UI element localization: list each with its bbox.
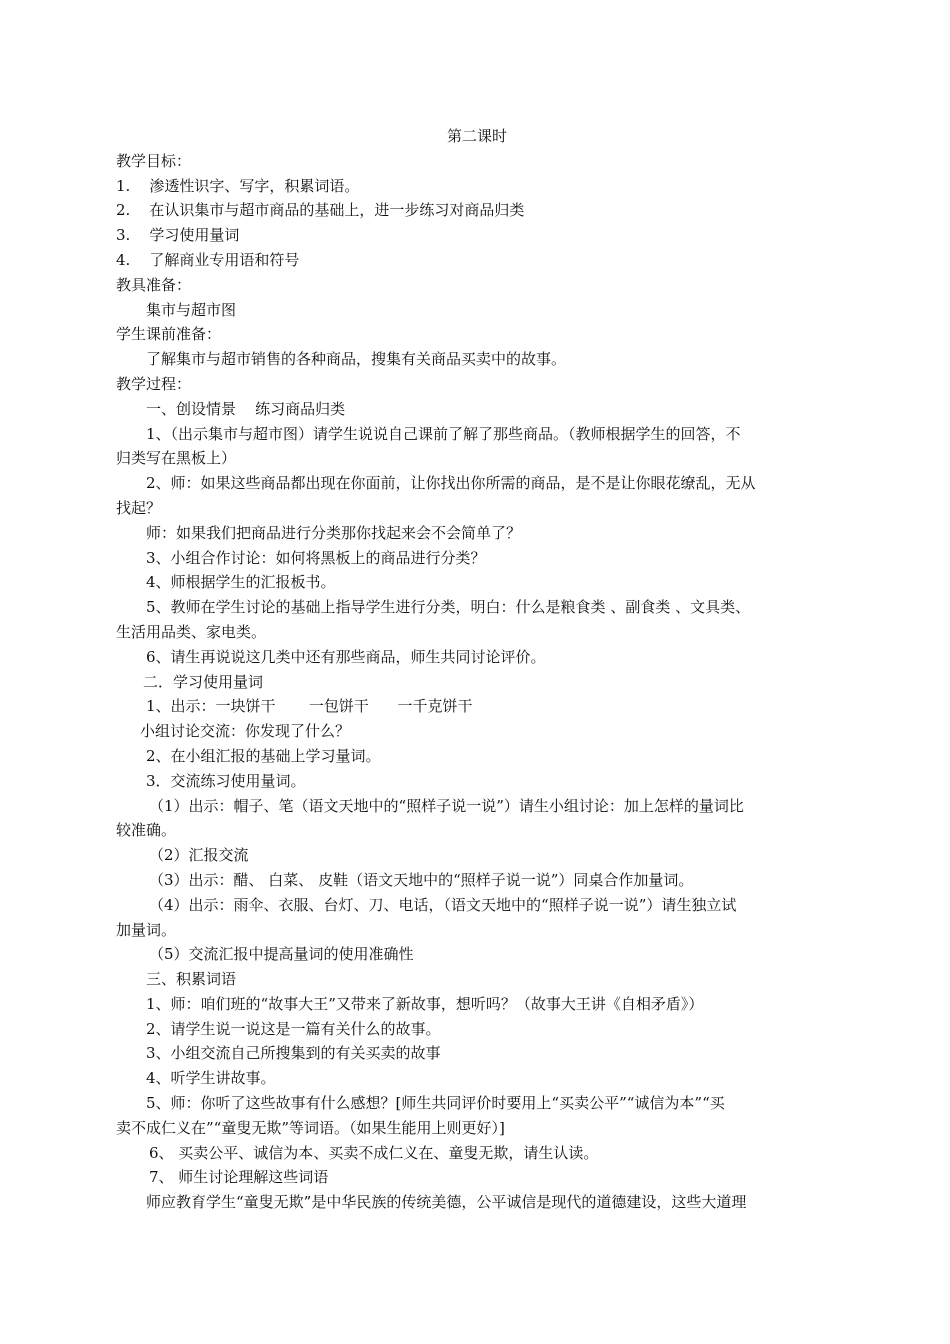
text-line: 2、请学生说一说这是一篇有关什么的故事。 [146, 1019, 441, 1038]
text-line: 2、在小组汇报的基础上学习量词。 [146, 746, 381, 765]
text-line: 4、师根据学生的汇报板书。 [146, 573, 336, 592]
text-line: 小组讨论交流：你发现了什么？ [140, 722, 351, 741]
text-line: 卖不成仁义在”“童叟无欺”等词语。（如果生能用上则更好）] [116, 1118, 505, 1137]
text-line: 4. 了解商业专用语和符号 [116, 250, 300, 269]
text-line: 二．学习使用量词 [143, 672, 264, 691]
text-line: 3、小组交流自己所搜集到的有关买卖的故事 [146, 1044, 441, 1063]
text-line: 生活用品类、家电类。 [116, 622, 267, 641]
text-line: 5、教师在学生讨论的基础上指导学生进行分类，明白：什么是粮食类 、副食类 、文具类、 [146, 598, 751, 617]
text-line: （3）出示：醋、 白菜、 皮鞋（语文天地中的“照样子说一说”）同桌合作加量词。 [149, 870, 694, 889]
document-page [116, 124, 838, 1215]
document-body [116, 149, 838, 1215]
text-line: 三、积累词语 [146, 970, 237, 989]
text-line: 教学过程： [116, 374, 192, 393]
page-title: 第二课时 [446, 127, 507, 145]
text-line: 1、师：咱们班的“故事大王”又带来了新故事，想听吗？（故事大王讲《自相矛盾》） [146, 994, 704, 1013]
text-line: 1. 渗透性识字、写字，积累词语。 [116, 176, 360, 195]
text-line: （5）交流汇报中提高量词的使用准确性 [149, 945, 414, 964]
text-line: 集市与超市图 [146, 300, 237, 319]
text-line: 学生课前准备： [116, 325, 222, 344]
text-line: 一、创设情景 练习商品归类 [146, 399, 346, 418]
text-line: （2）汇报交流 [149, 846, 249, 865]
text-line: 归类写在黑板上） [116, 449, 237, 468]
text-line: 了解集市与超市销售的各种商品，搜集有关商品买卖中的故事。 [146, 350, 567, 369]
text-line: 师应教育学生“童叟无欺”是中华民族的传统美德，公平诚信是现代的道德建设，这些大道理 [146, 1193, 747, 1212]
text-line: 师：如果我们把商品进行分类那你找起来会不会简单了？ [146, 523, 522, 542]
text-line: 3．交流练习使用量词。 [146, 771, 306, 790]
text-line: （1）出示：帽子、笔（语文天地中的“照样子说一说”）请生小组讨论：加上怎样的量词比 [149, 796, 744, 815]
text-line: 较准确。 [116, 821, 177, 840]
text-line: 教具准备： [116, 275, 192, 294]
text-line: 教学目标： [116, 151, 192, 170]
text-line: 6、 买卖公平、诚信为本、买卖不成仁义在、童叟无欺，请生认读。 [149, 1143, 599, 1162]
text-line: 1、出示：一块饼干 一包饼干 一千克饼干 [146, 697, 473, 716]
text-line: 7、 师生讨论理解这些词语 [149, 1168, 329, 1187]
text-line: 4、听学生讲故事。 [146, 1069, 276, 1088]
text-line: 3、小组合作讨论：如何将黑板上的商品进行分类？ [146, 548, 486, 567]
text-line: 2、师：如果这些商品都出现在你面前，让你找出你所需的商品，是不是让你眼花缭乱，无从 [146, 474, 756, 493]
text-line: 加量词。 [116, 920, 177, 939]
text-line: 5、师：你听了这些故事有什么感想？[师生共同评价时要用上“买卖公平”“诚信为本”“买 [146, 1094, 725, 1113]
text-line: 找起？ [116, 498, 162, 517]
text-line: 3. 学习使用量词 [116, 226, 240, 245]
text-line: （4）出示：雨伞、衣服、台灯、刀、电话，（语文天地中的“照样子说一说”）请生独立试 [149, 895, 737, 914]
text-line: 2. 在认识集市与超市商品的基础上，进一步练习对商品归类 [116, 201, 525, 220]
text-line: 1、（出示集市与超市图）请学生说说自己课前了解了那些商品。（教师根据学生的回答，不 [146, 424, 741, 443]
text-line: 6、请生再说说这几类中还有那些商品，师生共同讨论评价。 [146, 647, 546, 666]
